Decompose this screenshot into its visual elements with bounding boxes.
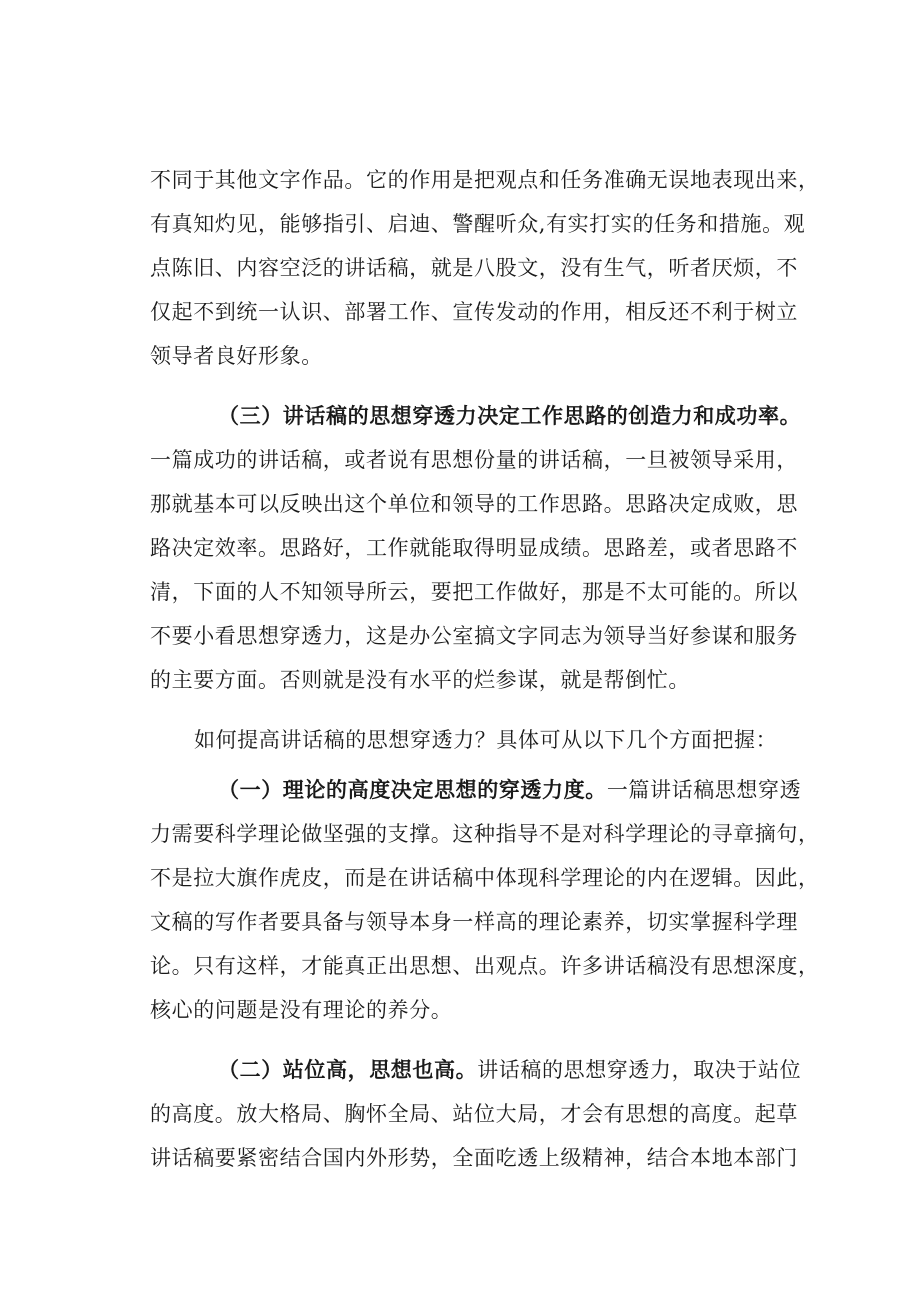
- paragraph-3: [150, 718, 800, 762]
- paragraph-5: [150, 1048, 800, 1180]
- text-line: 那就基本可以反映出这个单位和领导的工作思路。思路决定成败，思: [150, 492, 798, 516]
- text-line: 有真知灼见，能够指引、启迪、警醒听众,有实打实的任务和措施。观: [150, 212, 806, 236]
- text-line: 核心的问题是没有理论的养分。: [150, 998, 453, 1022]
- text-line: 仅起不到统一认识、部署工作、宣传发动的作用，相反还不利于树立: [150, 300, 798, 324]
- text-line: 的高度。放大格局、胸怀全局、站位大局，才会有思想的高度。起草: [150, 1102, 798, 1126]
- section-heading: （一）理论的高度决定思想的穿透力度。: [218, 777, 607, 802]
- text-line: 路决定效率。思路好，工作就能取得明显成绩。思路差，或者思路不: [150, 536, 798, 560]
- text-line: 点陈旧、内容空泛的讲话稿，就是八股文，没有生气，听者厌烦，不: [150, 256, 798, 280]
- text-line: 领导者良好形象。: [150, 344, 323, 368]
- section-heading: （二）站位高，思想也高。: [218, 1057, 478, 1082]
- text-line: 清，下面的人不知领导所云，要把工作做好，那是不太可能的。所以: [150, 580, 798, 604]
- text-line: 文稿的写作者要具备与领导本身一样高的理论素养，切实掌握科学理: [150, 910, 798, 934]
- text-line: 论。只有这样，才能真正出思想、出观点。许多讲话稿没有思想深度，: [150, 954, 820, 978]
- text-line: 如何提高讲话稿的思想穿透力？具体可从以下几个方面把握：: [194, 728, 778, 752]
- text-line: 不是拉大旗作虎皮，而是在讲话稿中体现科学理论的内在逻辑。因此，: [150, 866, 820, 890]
- paragraph-gap: [150, 378, 800, 394]
- text-line: [150, 1048, 800, 1092]
- paragraph-4: [150, 768, 820, 1032]
- text-line: 力需要科学理论做坚强的支撑。这种指导不是对科学理论的寻章摘句，: [150, 822, 820, 846]
- paragraph-1: [150, 158, 820, 378]
- body-text: [150, 158, 820, 1180]
- section-heading: （三）讲话稿的思想穿透力决定工作思路的创造力和成功率。: [218, 403, 802, 428]
- text-line: 一篇成功的讲话稿，或者说有思想份量的讲话稿，一旦被领导采用，: [150, 448, 798, 472]
- text-line: 讲话稿要紧密结合国内外形势，全面吃透上级精神，结合本地本部门: [150, 1146, 798, 1170]
- text-line: 不同于其他文字作品。它的作用是把观点和任务准确无误地表现出来，: [150, 168, 820, 192]
- paragraph-2: [150, 394, 800, 702]
- text-run: 讲话稿的思想穿透力，取决于站位: [477, 1058, 802, 1082]
- text-line: 不要小看思想穿透力，这是办公室搞文字同志为领导当好参谋和服务: [150, 624, 798, 648]
- paragraph-gap: [150, 1032, 800, 1048]
- text-line: 的主要方面。否则就是没有水平的烂参谋，就是帮倒忙。: [150, 668, 690, 692]
- paragraph-gap: [150, 702, 800, 718]
- text-run: 一篇讲话稿思想穿透: [606, 778, 802, 802]
- text-line: [150, 768, 800, 812]
